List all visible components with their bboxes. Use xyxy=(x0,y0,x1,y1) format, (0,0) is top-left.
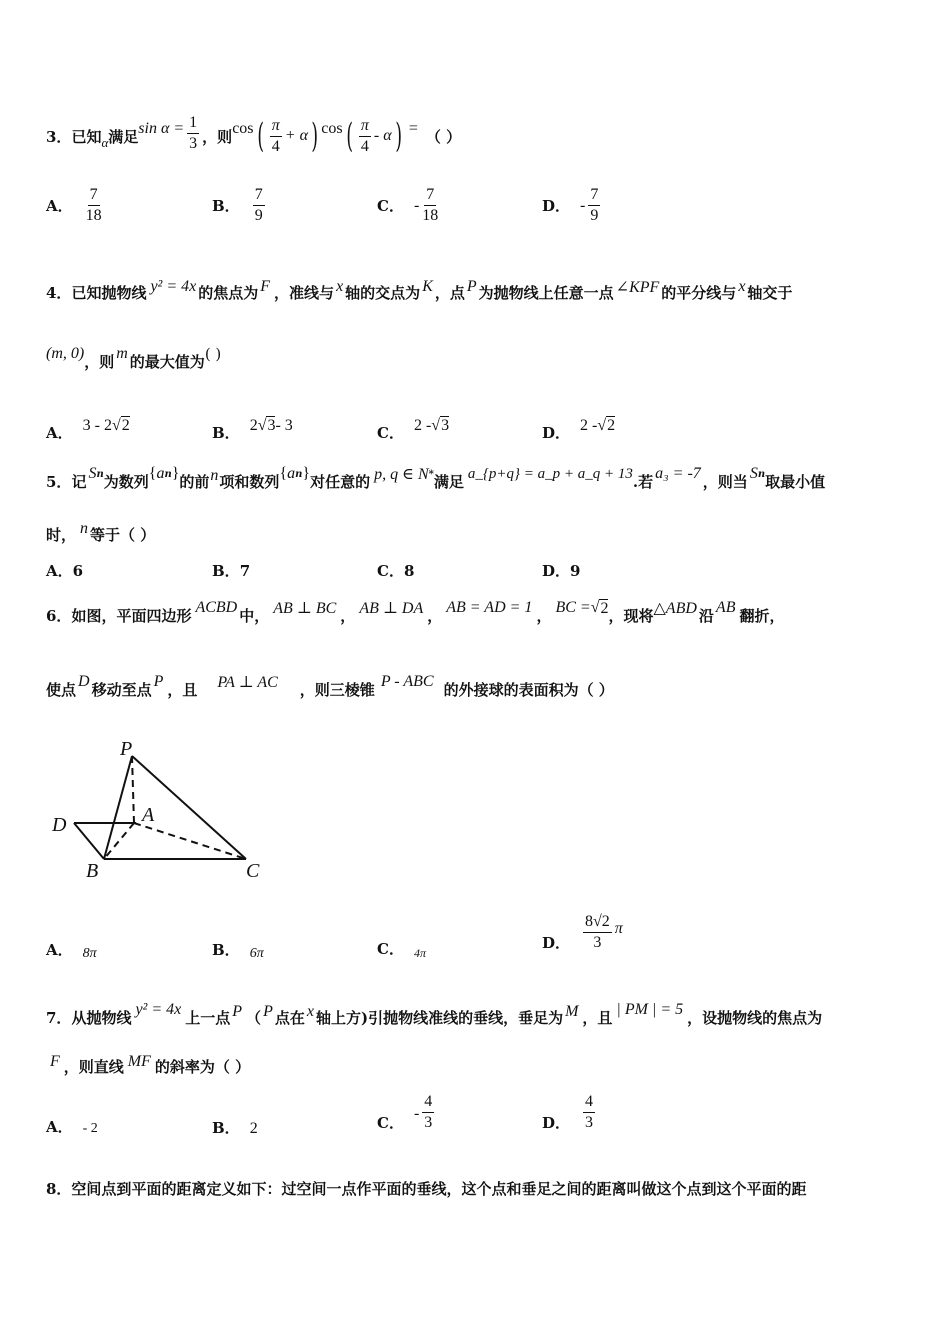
q6-stem-cont: 使点 D 移动至点 P ，且 PA ⊥ AC ，则三棱锥 P - ABC 的外接球的表面积为（ ） xyxy=(46,673,614,699)
q5-stem-cont: 时， n 等于（ ） xyxy=(46,520,156,544)
q6-option-a[interactable]: A． 8π xyxy=(46,940,97,961)
answer-blank: （ ） xyxy=(425,127,462,146)
q6-option-b[interactable]: B． 6π xyxy=(212,940,264,961)
q4-stem-cont: (m, 0) ，则 m 的最大值为 ( ) xyxy=(46,345,222,371)
q6-option-c[interactable]: C． 4π xyxy=(377,940,426,960)
label-p: P xyxy=(120,738,133,760)
q4-option-a[interactable]: A． 3 - 2 √ 2 xyxy=(46,416,130,442)
q8-stem: 8．空间点到平面的距离定义如下：过空间一点作平面的垂线，这个点和垂足之间的距离叫做这个点到这个平面的距 xyxy=(46,1179,807,1198)
q5-option-c[interactable]: C． 8 xyxy=(377,561,415,580)
q7-option-a[interactable]: A． - 2 xyxy=(46,1118,98,1136)
answer-blank: ( ) xyxy=(204,345,222,363)
q4-option-d[interactable]: D． 2 - √ 2 xyxy=(542,416,616,442)
q7-stem: 7． 从抛物线 y² = 4x 上一点 P （ P 点在 x 轴上方)引抛物线准线的垂线，垂足为 M ，且 | PM | = 5 ，设抛物线的焦点为 xyxy=(46,1001,823,1027)
q6-option-d[interactable]: D． $\frac{8√2}{3}$ π xyxy=(542,913,623,952)
q6-tetrahedron-figure xyxy=(46,735,276,885)
q3-number: 3． xyxy=(46,127,72,146)
q5-option-a[interactable]: A． 6 xyxy=(46,561,84,580)
q4-option-b[interactable]: B． 2 √ 3 - 3 xyxy=(212,416,293,442)
q5-option-b[interactable]: B． 7 xyxy=(212,561,251,580)
edge-ac xyxy=(134,823,246,859)
label-d: D xyxy=(52,814,67,836)
q4-stem: 4． 已知抛物线 y² = 4x 的焦点为 F ，准线与 x 轴的交点为 K ，点 P 为抛物线上任意一点 ∠KPF 的平分线与 x 轴交于 xyxy=(46,278,793,302)
q3-option-b[interactable]: B． $\frac{7}{9}$ xyxy=(212,186,263,224)
q3-stem: 3． 已知 α 满足 sin α = $\frac{1}{3}$ ，则 cos ( $\frac{\pi}{4}$ + α ) cos ( $\frac{\pi}{4}$ - α ) = （ ） xyxy=(46,113,462,156)
label-a: A xyxy=(142,804,155,826)
q3-option-d[interactable]: D． - $\frac{7}{9}$ xyxy=(542,186,599,224)
q7-option-d[interactable]: D． $\frac{4}{3}$ xyxy=(542,1093,594,1132)
q6-stem: 6． 如图，平面四边形 ACBD 中， AB ⊥ BC ， AB ⊥ DA ， AB = AD = 1 ， BC = √ 2 ，现将 △ABD 沿 AB 翻折， xyxy=(46,599,785,625)
edge-db xyxy=(74,823,104,859)
q7-option-c[interactable]: C． - $\frac{4}{3}$ xyxy=(377,1093,433,1132)
q5-option-d[interactable]: D． 9 xyxy=(542,561,581,580)
q5-stem: 5． 记 S n 为数列 { a n } 的前 n 项和数列 { a n } 对任意的 p, q ∈ N * 满足 a_{p+q} = a_p + a_q + 13 .若 a₃ = -7 ，则当 S n 取最小值 xyxy=(46,465,826,491)
edge-pa xyxy=(132,756,134,823)
q3-fraction-one-third: $\frac{1}{3}$ xyxy=(189,113,198,152)
q3-option-a[interactable]: A． $\frac{7}{18}$ xyxy=(46,186,102,224)
label-c: C xyxy=(246,860,260,882)
q7-option-b[interactable]: B． 2 xyxy=(212,1118,258,1137)
q4-option-c[interactable]: C． 2 - √ 3 xyxy=(377,416,450,442)
q3-option-c[interactable]: C． - $\frac{7}{18}$ xyxy=(377,186,439,224)
q7-stem-cont: F ，则直线 MF 的斜率为（ ） xyxy=(50,1053,251,1076)
label-b: B xyxy=(86,860,99,882)
